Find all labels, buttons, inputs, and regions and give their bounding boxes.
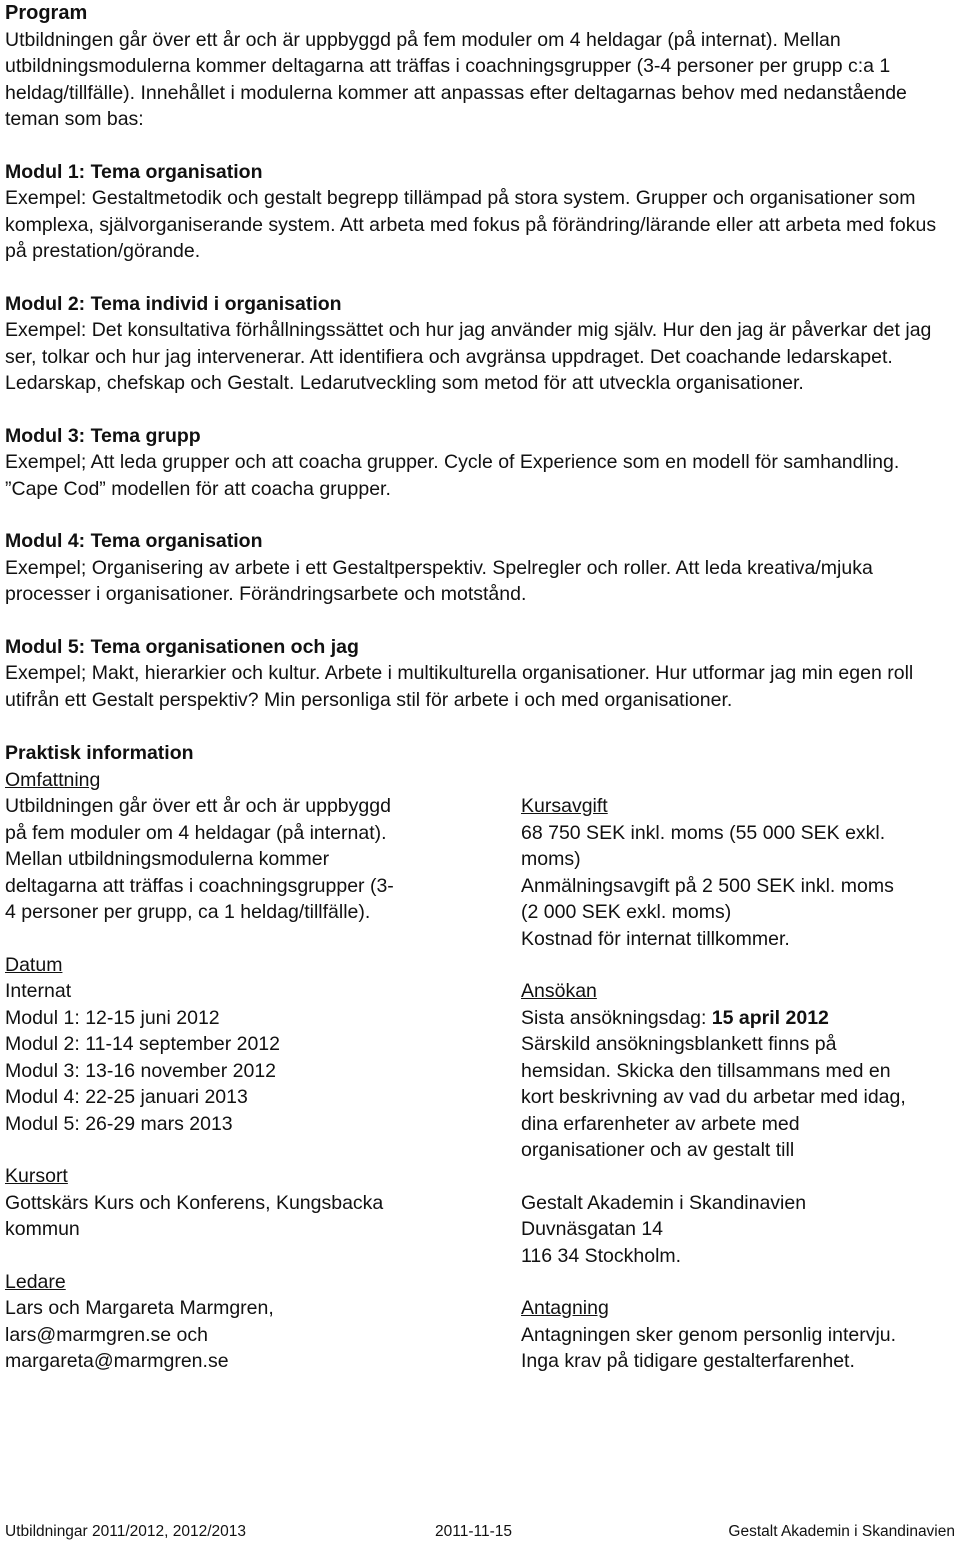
- ansokan-heading: Ansökan: [521, 980, 597, 1002]
- datum-line: Modul 5: 26-29 mars 2013: [5, 1112, 233, 1135]
- ansokan-line: kort beskrivning av vad du arbetar med idag,: [521, 1086, 906, 1108]
- datum-block: [5, 952, 455, 1138]
- datum-line: Modul 3: 13-16 november 2012: [5, 1059, 277, 1082]
- footer-date: 2011-11-15: [435, 1523, 512, 1540]
- antagning-heading: Antagning: [521, 1297, 609, 1319]
- ansokan-line: dina erfarenheter av arbete med: [521, 1112, 800, 1135]
- module-text: Exempel: Det konsultativa förhållningssättet och hur jag använder mig själv. Hur den jag är påverkar det jag ser, tolkar och hur jag intervenerar. Att identifiera och avgränsa uppdraget. Det coachande ledarskapet. Ledarskap, chefskap och Gestalt. Ledarutveckling som metod för att utveckla organisationer.: [5, 319, 932, 394]
- kursort-line: Gottskärs Kurs och Konferens, Kungsbacka: [5, 1191, 384, 1214]
- ledare-block: [5, 1269, 455, 1375]
- ansokan-line: hemsidan. Skicka den tillsammans med en: [521, 1059, 891, 1082]
- footer-left: Utbildningar 2011/2012, 2012/2013: [5, 1523, 247, 1540]
- module-text: Exempel: Gestaltmetodik och gestalt begrepp tillämpad på stora system. Grupper och organisationer som komplexa, självorganiserande system. Att arbeta med fokus på förändring/lärande eller att arbeta med fokus på prestation/görande.: [5, 187, 937, 262]
- program-heading: Program: [5, 2, 88, 24]
- module-4: [5, 528, 955, 608]
- module-title: Modul 5: Tema organisationen och jag: [5, 635, 359, 658]
- module-title: Modul 4: Tema organisation: [5, 530, 263, 552]
- datum-line: Modul 1: 12-15 juni 2012: [5, 1006, 220, 1029]
- omfattning-heading: Omfattning: [5, 768, 101, 791]
- module-title: Modul 3: Tema grupp: [5, 424, 201, 447]
- left-column: [5, 767, 455, 1375]
- ansokan-block: [521, 978, 960, 1164]
- footer-right: Gestalt Akademin i Skandinavien: [728, 1523, 955, 1540]
- page-footer: [5, 1522, 960, 1548]
- datum-line: Modul 4: 22-25 januari 2013: [5, 1086, 248, 1108]
- module-text: Exempel; Att leda grupper och att coacha grupper. Cycle of Experience som en modell för samhandling. ”Cape Cod” modellen för att coacha grupper.: [5, 451, 900, 500]
- ansokan-deadline: [521, 1005, 960, 1032]
- kursort-block: [5, 1163, 455, 1243]
- ledare-heading: Ledare: [5, 1270, 66, 1293]
- omfattning-line: Mellan utbildningsmodulerna kommer: [5, 848, 330, 870]
- kursort-heading: Kursort: [5, 1165, 68, 1187]
- omfattning-line: deltagarna att träffas i coachningsgrupper (3-: [5, 874, 394, 897]
- datum-line: Internat: [5, 980, 72, 1002]
- omfattning-line: 4 personer per grupp, ca 1 heldag/tillfälle).: [5, 901, 371, 923]
- address-line: Duvnäsgatan 14: [521, 1218, 664, 1240]
- praktisk-heading: Praktisk information: [5, 742, 194, 764]
- ansokan-line: Särskild ansökningsblankett finns på: [521, 1033, 837, 1055]
- kursavgift-block: [521, 793, 960, 952]
- right-column: [521, 767, 960, 1375]
- kursavgift-line: (2 000 SEK exkl. moms): [521, 901, 732, 923]
- omfattning-line: på fem moduler om 4 heldagar (på internat).: [5, 821, 387, 844]
- module-3: [5, 423, 955, 503]
- module-title: Modul 1: Tema organisation: [5, 160, 263, 183]
- deadline-value: 15 april 2012: [711, 1006, 829, 1029]
- antagning-block: [521, 1295, 960, 1375]
- kursort-line: kommun: [5, 1218, 80, 1240]
- ledare-email-line: lars@marmgren.se och: [5, 1323, 208, 1346]
- omfattning-line: Utbildningen går över ett år och är uppbyggd: [5, 795, 391, 817]
- module-text: Exempel; Organisering av arbete i ett Gestaltperspektiv. Spelregler och roller. Att leda kreativa/mjuka processer i organisationer. Förändringsarbete och motstånd.: [5, 556, 873, 605]
- omfattning-block: [5, 767, 455, 926]
- deadline-label: Sista ansökningsdag:: [521, 1006, 712, 1029]
- kursavgift-line: 68 750 SEK inkl. moms (55 000 SEK exkl.: [521, 821, 886, 844]
- document-page: [5, 0, 955, 1372]
- ledare-line: Lars och Margareta Marmgren,: [5, 1297, 274, 1319]
- module-text: Exempel; Makt, hierarkier och kultur. Arbete i multikulturella organisationer. Hur utformar jag min egen roll utifrån ett Gestalt perspektiv? Min personliga stil för arbete i och med organisationer.: [5, 662, 914, 711]
- antagning-line: Inga krav på tidigare gestalterfarenhet.: [521, 1350, 855, 1372]
- program-intro: Utbildningen går över ett år och är uppbyggd på fem moduler om 4 heldagar (på internat). Mellan utbildningsmodulerna kommer deltagarna att träffas i coachningsgrupper (3-4 personer per grupp c:a 1 heldag/tillfälle). Innehållet i modulerna kommer att anpassas efter deltagarnas behov med nedanstående teman som bas:: [5, 28, 907, 130]
- ansokan-line: organisationer och av gestalt till: [521, 1139, 795, 1161]
- address-line: Gestalt Akademin i Skandinavien: [521, 1191, 807, 1214]
- antagning-line: Antagningen sker genom personlig intervju.: [521, 1323, 897, 1346]
- module-2: [5, 291, 955, 397]
- module-1: [5, 159, 955, 265]
- kursavgift-line: Kostnad för internat tillkommer.: [521, 927, 790, 950]
- spacer: [521, 767, 960, 794]
- address-block: [521, 1190, 960, 1270]
- module-5: [5, 634, 955, 714]
- ledare-email-line: margareta@marmgren.se: [5, 1350, 229, 1372]
- address-line: 116 34 Stockholm.: [521, 1244, 682, 1267]
- kursavgift-line: Anmälningsavgift på 2 500 SEK inkl. moms: [521, 874, 894, 897]
- datum-heading: Datum: [5, 953, 63, 976]
- kursavgift-heading: Kursavgift: [521, 795, 608, 817]
- kursavgift-line: moms): [521, 848, 581, 870]
- module-title: Modul 2: Tema individ i organisation: [5, 292, 342, 315]
- datum-line: Modul 2: 11-14 september 2012: [5, 1033, 280, 1055]
